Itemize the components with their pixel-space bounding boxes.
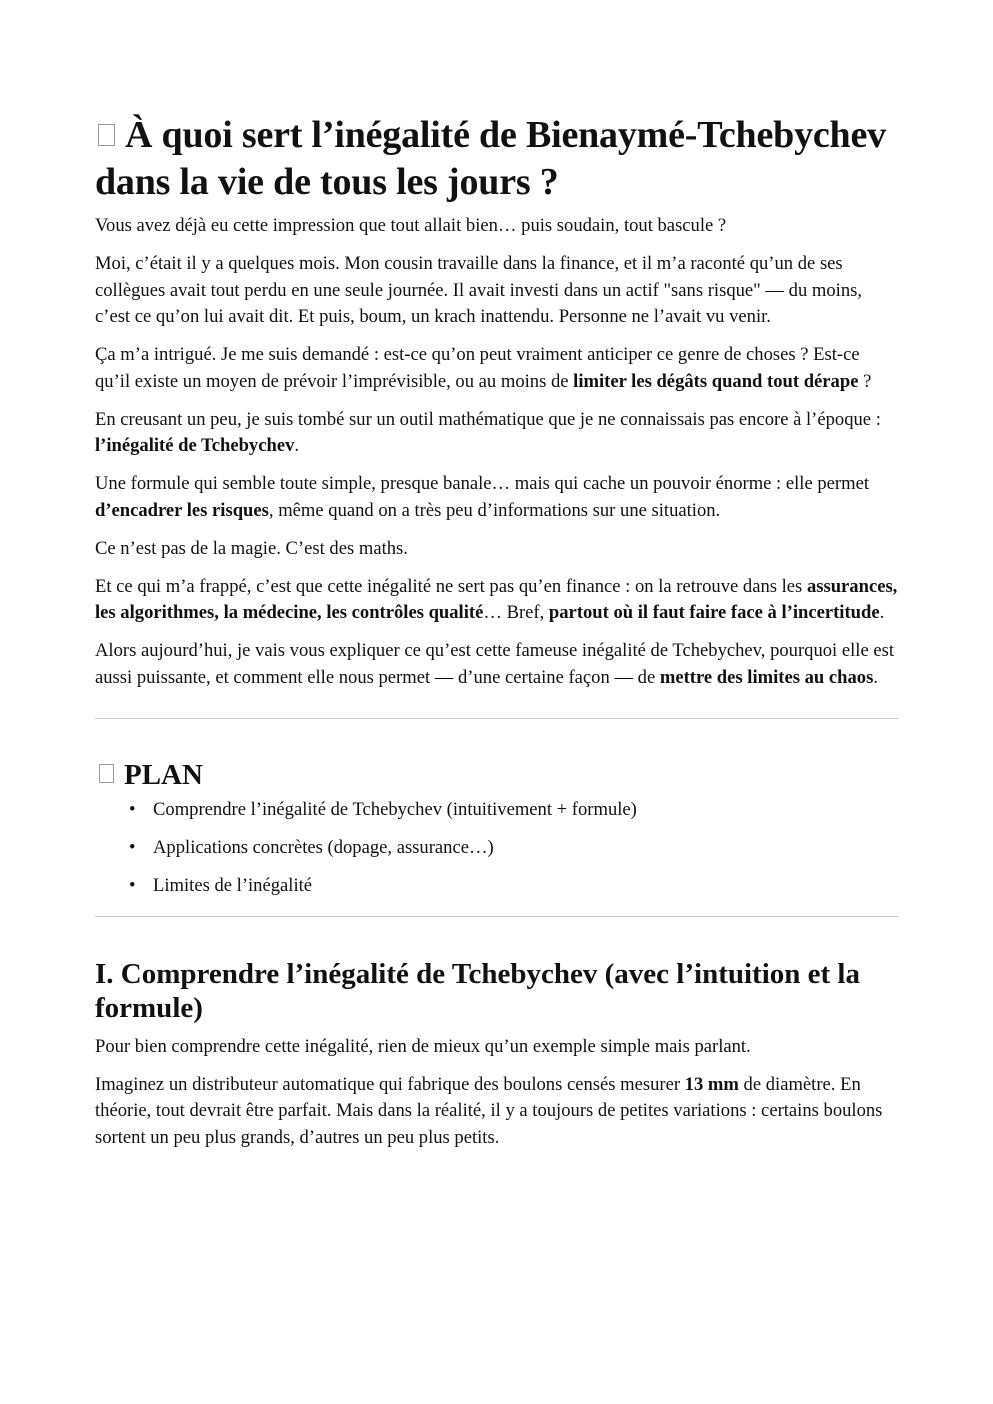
intro-paragraph-2: Moi, c’était il y a quelques mois. Mon cousin travaille dans la finance, et il m’a raconté qu’un de ses collègues avait tout perdu en une seule journée. Il avait investi dans un actif "sans risque" — du moins, c’est ce qu’on lui avait dit. Et puis, boum, un krach inattendu. Personne ne l’avait vu venir. [95,253,863,327]
intro-paragraph-4: En creusant un peu, je suis tombé sur un outil mathématique que je ne connaissais pas encore à l’époque : l’inégalité de Tchebychev. [95,408,881,456]
bullet-icon: • [129,799,136,820]
emphasis-text: d’encadrer les risques [95,499,269,521]
list-item: • Applications concrètes (dopage, assurance…) [153,835,898,862]
bullet-icon: • [129,875,136,896]
emphasis-text: l’inégalité de Tchebychev [95,435,295,456]
unknown-glyph-icon [98,124,115,146]
list-item: • Limites de l’inégalité [153,873,898,900]
emphasis-text: limiter les dégâts quand tout dérape [573,370,859,392]
unknown-glyph-icon [99,764,114,783]
plan-heading [95,757,898,793]
section-divider [95,916,898,917]
bullet-icon: • [129,837,136,858]
emphasis-text: mettre des limites au chaos [659,666,874,688]
page-title-text: À quoi sert l’inégalité de Bienaymé-Tchebychev dans la vie de tous les jours ? [95,114,886,203]
intro-paragraph-8: Alors aujourd’hui, je vais vous expliquer ce qu’est cette fameuse inégalité de Tchebychev, pourquoi elle est aussi puissante, et comment elle nous permet — d’une certaine façon — de mettre des limites au chaos. [95,640,894,688]
plan-list [95,797,898,900]
emphasis-text: 13 mm [684,1073,739,1095]
section-divider [95,718,898,719]
section-1-paragraph-2: Imaginez un distributeur automatique qui fabrique des boulons censés mesurer 13 mm de diamètre. En théorie, tout devrait être parfait. Mais dans la réalité, il y a toujours de petites variations : certains boulons sortent un peu plus grands, d’autres un peu plus petits. [95,1073,883,1148]
intro-paragraph-6: Ce n’est pas de la magie. C’est des maths. [95,537,408,559]
page-title [95,112,898,206]
section-1-paragraph-1: Pour bien comprendre cette inégalité, rien de mieux qu’un exemple simple mais parlant. [95,1035,751,1057]
emphasis-text: assurances, les algorithmes, la médecine, les contrôles qualité [95,575,898,623]
intro-paragraph-5: Une formule qui semble toute simple, presque banale… mais qui cache un pouvoir énorme : elle permet d’encadrer les risques, même quand on a très peu d’informations sur une situation. [95,473,869,521]
intro-paragraph-3: Ça m’a intrigué. Je me suis demandé : est-ce qu’on peut vraiment anticiper ce genre de choses ? Est-ce qu’il existe un moyen de prévoir l’imprévisible, ou au moins de limiter les dégâts quand tout dérape ? [95,344,872,392]
intro-paragraph-7: Et ce qui m’a frappé, c’est que cette inégalité ne sert pas qu’en finance : on la retrouve dans les assurances, les algorithmes, la médecine, les contrôles qualité… Bref, partout où il faut faire face à l’incertitude. [95,575,898,623]
plan-heading-text: PLAN [124,759,203,791]
intro-paragraph-1: Vous avez déjà eu cette impression que tout allait bien… puis soudain, tout bascule ? [95,215,727,236]
section-1-heading: I. Comprendre l’inégalité de Tchebychev (avec l’intuition et la formule) [95,957,860,1024]
list-item: • Comprendre l’inégalité de Tchebychev (intuitivement + formule) [153,797,898,824]
emphasis-text: partout où il faut faire face à l’incertitude [548,602,880,623]
